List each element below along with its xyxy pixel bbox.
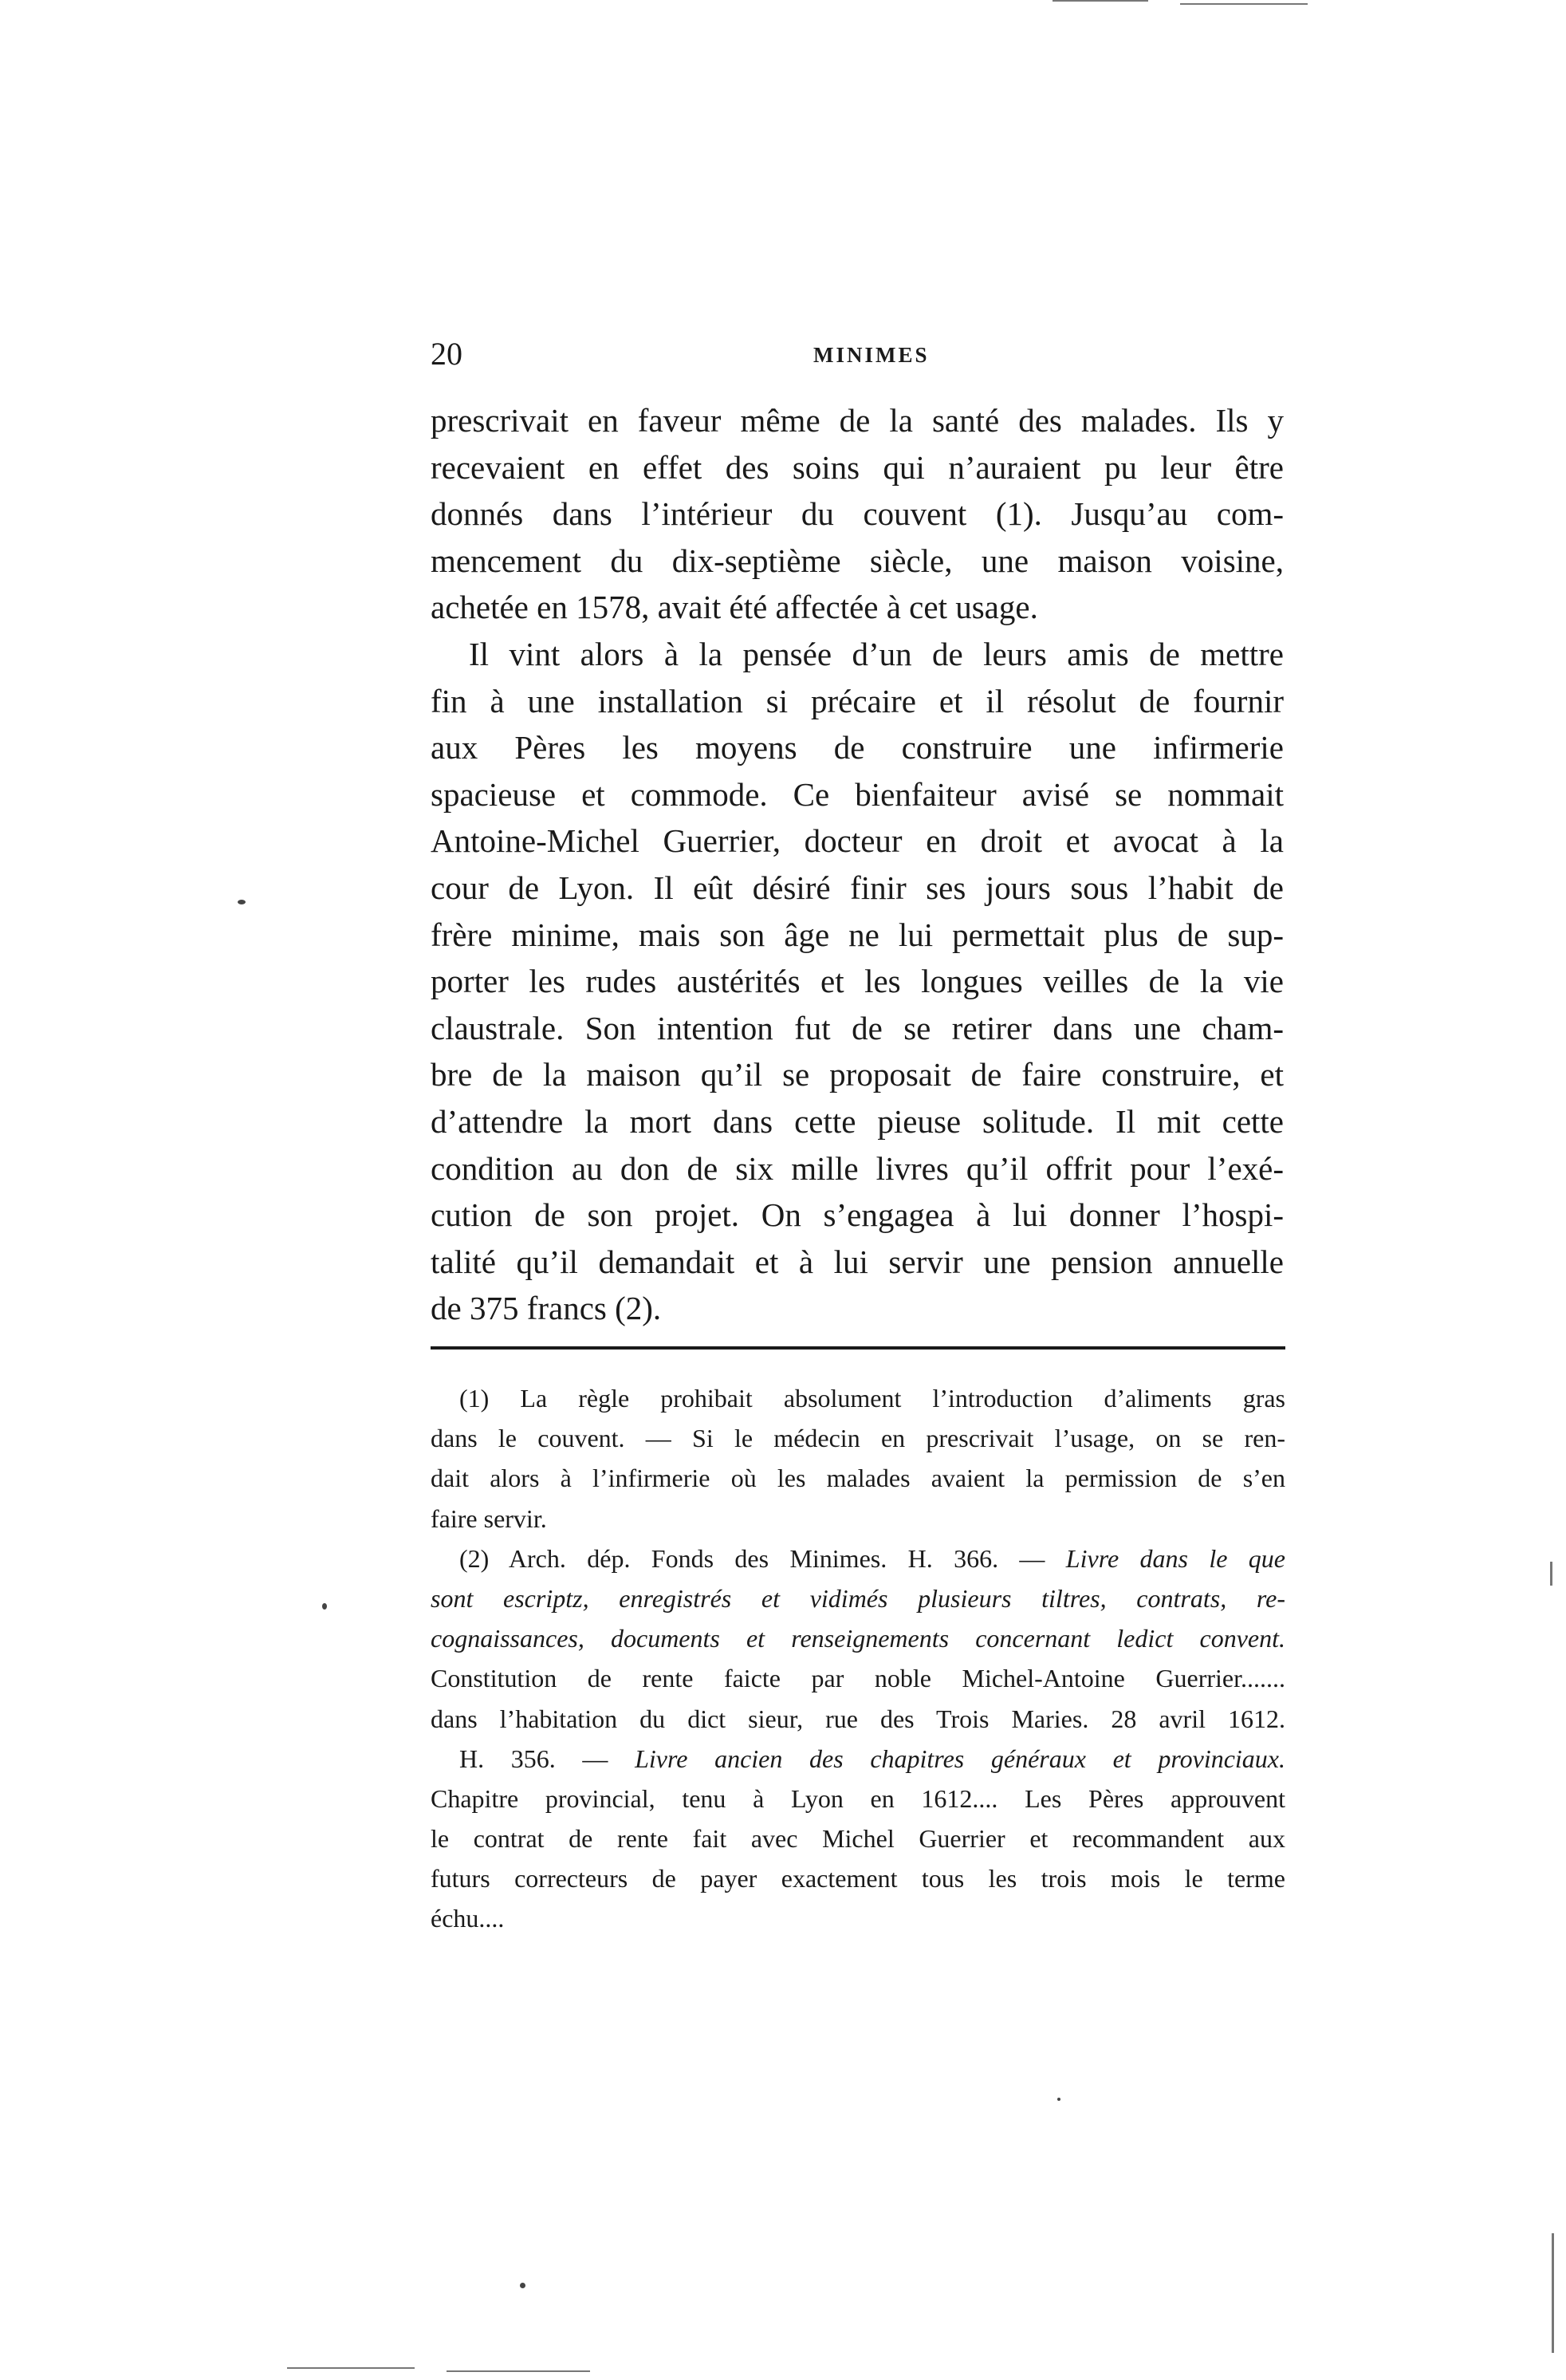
footnote-1-line: dans le couvent. — Si le médecin en prescrivait l’usage, on se ren- bbox=[431, 1424, 1285, 1453]
text-line: cour de Lyon. Il eût désiré finir ses jours sous l’habit de bbox=[431, 869, 1284, 906]
footnote-3-line bbox=[431, 1739, 1285, 1779]
page-header bbox=[431, 335, 1292, 380]
footnote-3-line: le contrat de rente fait avec Michel Guerrier et recommandent aux bbox=[431, 1824, 1285, 1854]
text-line: Antoine-Michel Guerrier, docteur en droit et avocat à la bbox=[431, 822, 1284, 860]
running-title: MINIMES bbox=[813, 343, 930, 367]
scan-edge-mark bbox=[1550, 1562, 1552, 1586]
text-line: d’attendre la mort dans cette pieuse solitude. Il mit cette bbox=[431, 1102, 1284, 1140]
main-text bbox=[431, 397, 1284, 1332]
text-line: porter les rudes austérités et les longues veilles de la vie bbox=[431, 963, 1284, 1000]
footnote-1-line: dait alors à l’infirmerie où les malades avaient la permission de s’en bbox=[431, 1464, 1285, 1493]
scan-speck bbox=[322, 1603, 327, 1610]
footnote-2-line: Constitution de rente faicte par noble Michel-Antoine Guerrier....... bbox=[431, 1664, 1285, 1693]
footnote-3-citation: H. 356. — bbox=[459, 1744, 635, 1773]
scan-speck bbox=[1057, 2098, 1060, 2101]
text-line: fin à une installation si précaire et il résolut de fournir bbox=[431, 682, 1284, 719]
footnote-3-title: Livre ancien des chapitres généraux et provinciaux. bbox=[635, 1744, 1285, 1773]
text-line: donnés dans l’intérieur du couvent (1). Jusqu’au com- bbox=[431, 495, 1284, 533]
page-number: 20 bbox=[431, 336, 462, 372]
text-line: mencement du dix-septième siècle, une maison voisine, bbox=[431, 542, 1284, 579]
footnote-3-line: futurs correcteurs de payer exactement tous les trois mois le terme bbox=[431, 1864, 1285, 1893]
footnote-2-line: sont escriptz, enregistrés et vidimés plusieurs tiltres, contrats, re- bbox=[431, 1583, 1285, 1613]
footnote-3-line: échu.... bbox=[431, 1904, 505, 1933]
footnote-2-line: cognaissances, documents et renseignements concernant ledict convent. bbox=[431, 1624, 1285, 1653]
text-line: de 375 francs (2). bbox=[431, 1290, 662, 1327]
text-line: Il vint alors à la pensée d’un de leurs amis de mettre bbox=[469, 635, 1284, 672]
text-line: bre de la maison qu’il se proposait de faire construire, et bbox=[431, 1056, 1284, 1093]
scan-edge-mark bbox=[1053, 0, 1148, 2]
footnote-2-line bbox=[431, 1539, 1285, 1578]
scan-edge-mark bbox=[447, 2370, 590, 2372]
footnote-2-citation: (2) Arch. dép. Fonds des Minimes. H. 366. — bbox=[459, 1543, 1066, 1573]
text-line: claustrale. Son intention fut de se retirer dans une cham- bbox=[431, 1009, 1284, 1046]
text-line: recevaient en effet des soins qui n’auraient pu leur être bbox=[431, 448, 1284, 486]
scan-edge-mark bbox=[287, 2367, 415, 2369]
scan-speck bbox=[520, 2283, 525, 2288]
text-line: prescrivait en faveur même de la santé des malades. Ils y bbox=[431, 402, 1284, 439]
text-line: condition au don de six mille livres qu’il offrit pour l’exé- bbox=[431, 1149, 1284, 1187]
footnotes bbox=[431, 1378, 1285, 1939]
text-line: aux Pères les moyens de construire une infirmerie bbox=[431, 729, 1284, 766]
footnote-separator-rule bbox=[431, 1346, 1285, 1350]
text-line: frère minime, mais son âge ne lui permettait plus de sup- bbox=[431, 916, 1284, 953]
text-line: cution de son projet. On s’engagea à lui donner l’hospi- bbox=[431, 1196, 1284, 1234]
text-line: achetée en 1578, avait été affectée à cet usage. bbox=[431, 589, 1038, 626]
footnote-3-line: Chapitre provincial, tenu à Lyon en 1612.... Les Pères approuvent bbox=[431, 1783, 1285, 1813]
text-line: talité qu’il demandait et à lui servir une pension annuelle bbox=[431, 1243, 1284, 1280]
scan-edge-mark bbox=[1180, 3, 1308, 5]
scan-speck bbox=[238, 900, 246, 904]
footnote-1-line: (1) La règle prohibait absolument l’introduction d’aliments gras bbox=[459, 1384, 1285, 1413]
footnote-1-line: faire servir. bbox=[431, 1503, 547, 1533]
footnote-2-title: Livre dans le que bbox=[1065, 1543, 1285, 1573]
scan-edge-mark bbox=[1552, 2233, 1554, 2353]
footnote-2-line: dans l’habitation du dict sieur, rue des Trois Maries. 28 avril 1612. bbox=[431, 1704, 1285, 1733]
text-line: spacieuse et commode. Ce bienfaiteur avisé se nommait bbox=[431, 775, 1284, 813]
